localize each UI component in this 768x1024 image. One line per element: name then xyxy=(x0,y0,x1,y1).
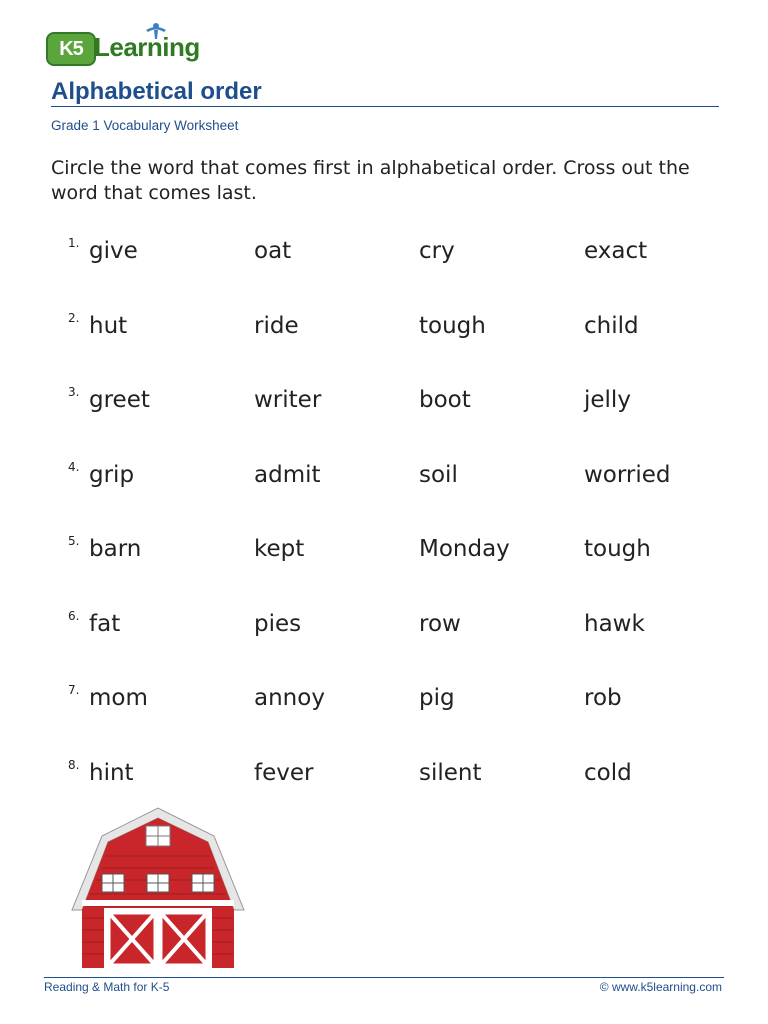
exercise-number: 4. xyxy=(68,460,80,474)
footer-tagline: Reading & Math for K-5 xyxy=(44,980,170,994)
exercise-word: worried xyxy=(584,462,671,488)
exercise-word: mom xyxy=(89,685,148,711)
exercise-number: 3. xyxy=(68,385,80,399)
barn-icon xyxy=(66,806,250,970)
exercise-number: 5. xyxy=(68,534,80,548)
exercise-word: oat xyxy=(254,238,292,264)
exercise-word: jelly xyxy=(584,387,631,413)
footer-divider xyxy=(44,977,724,978)
instructions-text: Circle the word that comes first in alphabetical order. Cross out the word that comes last. xyxy=(51,157,690,204)
exercise-row xyxy=(0,611,768,651)
exercise-word: tough xyxy=(584,536,651,562)
exercise-word: tough xyxy=(419,313,486,339)
exercise-word: kept xyxy=(254,536,305,562)
exercise-number: 7. xyxy=(68,683,80,697)
exercise-word: soil xyxy=(419,462,458,488)
exercise-word: fever xyxy=(254,760,314,786)
exercise-word: hawk xyxy=(584,611,645,637)
exercise-row xyxy=(0,685,768,725)
footer-website: © www.k5learning.com xyxy=(599,980,722,994)
exercise-word: pig xyxy=(419,685,455,711)
exercise-word: Monday xyxy=(419,536,510,562)
exercise-word: exact xyxy=(584,238,648,264)
exercise-row xyxy=(0,313,768,353)
exercise-row xyxy=(0,238,768,278)
exercise-row xyxy=(0,760,768,800)
exercise-number: 2. xyxy=(68,311,80,325)
exercise-word: rob xyxy=(584,685,622,711)
exercise-word: greet xyxy=(89,387,150,413)
exercise-row xyxy=(0,536,768,576)
exercise-word: hint xyxy=(89,760,134,786)
page-title: Alphabetical order xyxy=(51,78,262,105)
exercise-word: silent xyxy=(419,760,482,786)
exercise-word: fat xyxy=(89,611,121,637)
exercise-word: pies xyxy=(254,611,302,637)
logo-wordmark: Learning xyxy=(94,32,200,62)
exercise-word: boot xyxy=(419,387,471,413)
exercise-word: hut xyxy=(89,313,128,339)
exercise-word: barn xyxy=(89,536,142,562)
title-divider xyxy=(51,106,719,107)
exercise-word: row xyxy=(419,611,461,637)
exercise-number: 8. xyxy=(68,758,80,772)
exercise-word: child xyxy=(584,313,639,339)
exercise-word: annoy xyxy=(254,685,325,711)
exercise-word: admit xyxy=(254,462,321,488)
exercise-row xyxy=(0,462,768,502)
k5-learning-logo xyxy=(44,22,204,66)
exercise-word: cold xyxy=(584,760,632,786)
exercise-number: 1. xyxy=(68,236,80,250)
exercise-word: writer xyxy=(254,387,322,413)
exercise-word: grip xyxy=(89,462,135,488)
exercise-word: ride xyxy=(254,313,299,339)
exercise-number: 6. xyxy=(68,609,80,623)
exercise-word: cry xyxy=(419,238,455,264)
exercise-word: give xyxy=(89,238,138,264)
page-subtitle: Grade 1 Vocabulary Worksheet xyxy=(51,118,239,133)
exercise-row xyxy=(0,387,768,427)
logo-k5-mark: K5 xyxy=(46,32,96,66)
